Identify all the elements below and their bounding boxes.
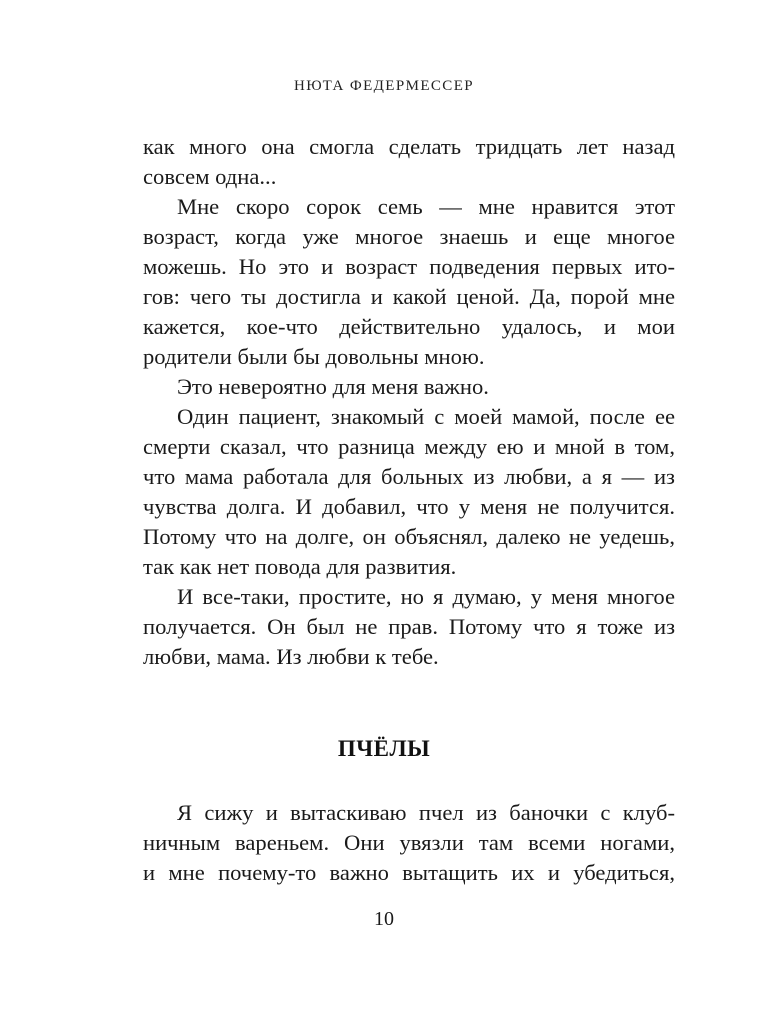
text-line: совсем одна... bbox=[143, 164, 277, 189]
chapter-title: ПЧЁЛЫ bbox=[337, 736, 431, 761]
text-line: любви, мама. Из любви к тебе. bbox=[143, 644, 439, 669]
text-line: и мне почему-то важно вытащить их и убедиться, bbox=[143, 860, 675, 885]
text-line: чувства долга. И добавил, что у меня не получится. bbox=[143, 494, 675, 519]
text-line: как много она смогла сделать тридцать лет назад bbox=[143, 134, 675, 159]
text-line: Это невероятно для меня важно. bbox=[177, 374, 489, 399]
text-line: Потому что на долге, он объяснял, далеко не уедешь, bbox=[143, 524, 675, 549]
page-number: 10 bbox=[374, 908, 394, 930]
text-line: получается. Он был не прав. Потому что я тоже из bbox=[143, 614, 675, 639]
text-line: Я сижу и вытаскиваю пчел из баночки с клуб- bbox=[177, 800, 675, 825]
text-line: родители были бы довольны мною. bbox=[143, 344, 485, 369]
text-line: так как нет повода для развития. bbox=[143, 554, 457, 579]
text-block-after-chapter bbox=[143, 798, 675, 888]
text-line: смерти сказал, что разница между ею и мной в том, bbox=[143, 434, 675, 459]
text-block-before-chapter bbox=[143, 132, 675, 672]
text-line: гов: чего ты достигла и какой ценой. Да, порой мне bbox=[143, 284, 675, 309]
text-line: И все-таки, простите, но я думаю, у меня многое bbox=[177, 584, 675, 609]
text-line: Мне скоро сорок семь — мне нравится этот bbox=[177, 194, 675, 219]
text-line: кажется, кое-что действительно удалось, и мои bbox=[143, 314, 675, 339]
text-line: можешь. Но это и возраст подведения первых ито- bbox=[143, 254, 675, 279]
text-line: возраст, когда уже многое знаешь и еще многое bbox=[143, 224, 675, 249]
text-line: Один пациент, знакомый с моей мамой, после ее bbox=[177, 404, 675, 429]
text-line: ничным вареньем. Они увязли там всеми ногами, bbox=[143, 830, 675, 855]
text-line: что мама работала для больных из любви, а я — из bbox=[143, 464, 675, 489]
running-header-author: НЮТА ФЕДЕРМЕССЕР bbox=[293, 78, 475, 94]
